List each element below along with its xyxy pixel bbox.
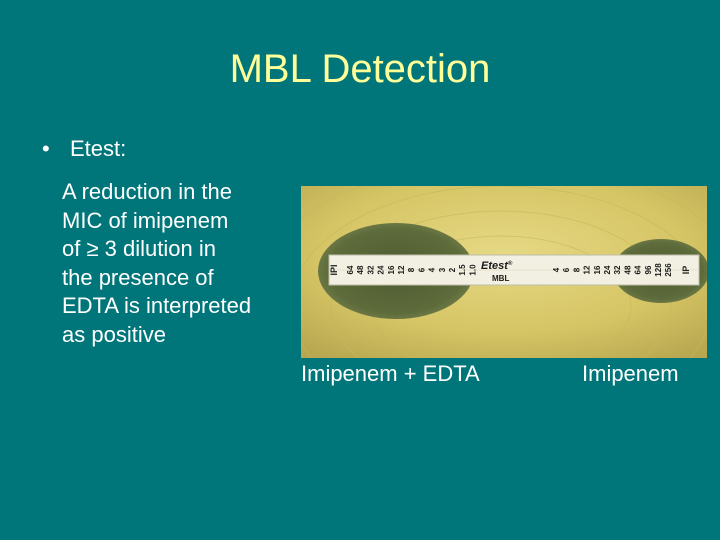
strip-right-scale-tick-label: 6	[562, 267, 572, 273]
bullet-label: Etest:	[70, 136, 127, 161]
strip-right-scale-tick-label: 8	[572, 267, 582, 273]
strip-end-label-left: IPI	[329, 264, 339, 276]
strip-right-scale-tick-label: 4	[552, 267, 561, 273]
body-line: EDTA is interpreted	[62, 293, 252, 318]
strip-left-scale-tick-label: 64	[346, 265, 355, 275]
strip-center-label: MBL	[492, 274, 510, 283]
strip-left-scale-tick-label: 12	[397, 265, 406, 275]
strip-right-scale-tick-label: 64	[633, 265, 643, 275]
etest-strip	[329, 255, 699, 285]
strip-right-scale-tick-label: 96	[643, 265, 653, 275]
body-line: as positive	[62, 321, 166, 347]
strip-right-scale-tick-label: 128	[654, 263, 663, 277]
strip-left-scale-tick-label: 4	[427, 267, 437, 273]
caption-imipenem-edta: Imipenem + EDTA	[301, 361, 480, 386]
etest-plate-photo	[301, 186, 707, 358]
body-paragraph	[62, 178, 322, 349]
strip-left-scale-tick-label: 3	[437, 267, 447, 273]
strip-right-scale-tick-label: 256	[664, 263, 674, 277]
bullet-marker: •	[42, 136, 50, 161]
strip-right-scale-tick-label: 24	[603, 265, 612, 275]
bullet-item	[42, 134, 126, 164]
strip-end-label-right: IP	[681, 265, 691, 275]
strip-left-scale-tick-label: 32	[366, 265, 376, 275]
body-line: A reduction in the	[62, 179, 233, 204]
strip-right-scale-tick-label: 32	[613, 265, 623, 275]
strip-left-scale-tick-label: 1.5	[458, 264, 468, 276]
slide-title: MBL Detection	[229, 47, 491, 91]
strip-left-scale-tick-label: 6	[417, 267, 427, 273]
strip-left-scale-tick-label: 1.0	[468, 264, 478, 276]
strip-left-scale-tick-label: 2	[448, 267, 457, 273]
strip-left-scale-tick-label: 8	[407, 267, 417, 273]
strip-left-scale-tick-label: 16	[386, 265, 396, 275]
strip-right-scale-tick-label: 48	[623, 265, 633, 275]
body-line: the presence of	[62, 264, 214, 290]
strip-right-scale-tick-label: 16	[592, 265, 602, 275]
etest-plate-image	[301, 186, 707, 358]
caption-imipenem: Imipenem	[582, 361, 679, 386]
strip-right-scale-tick-label: 12	[582, 265, 592, 275]
body-line: of ≥ 3 dilution in	[62, 236, 216, 261]
body-line: MIC of imipenem	[62, 207, 229, 233]
strip-brand: Etest®	[481, 260, 513, 272]
strip-left-scale-tick-label: 24	[376, 265, 386, 275]
strip-left-scale-tick-label: 48	[356, 265, 366, 275]
